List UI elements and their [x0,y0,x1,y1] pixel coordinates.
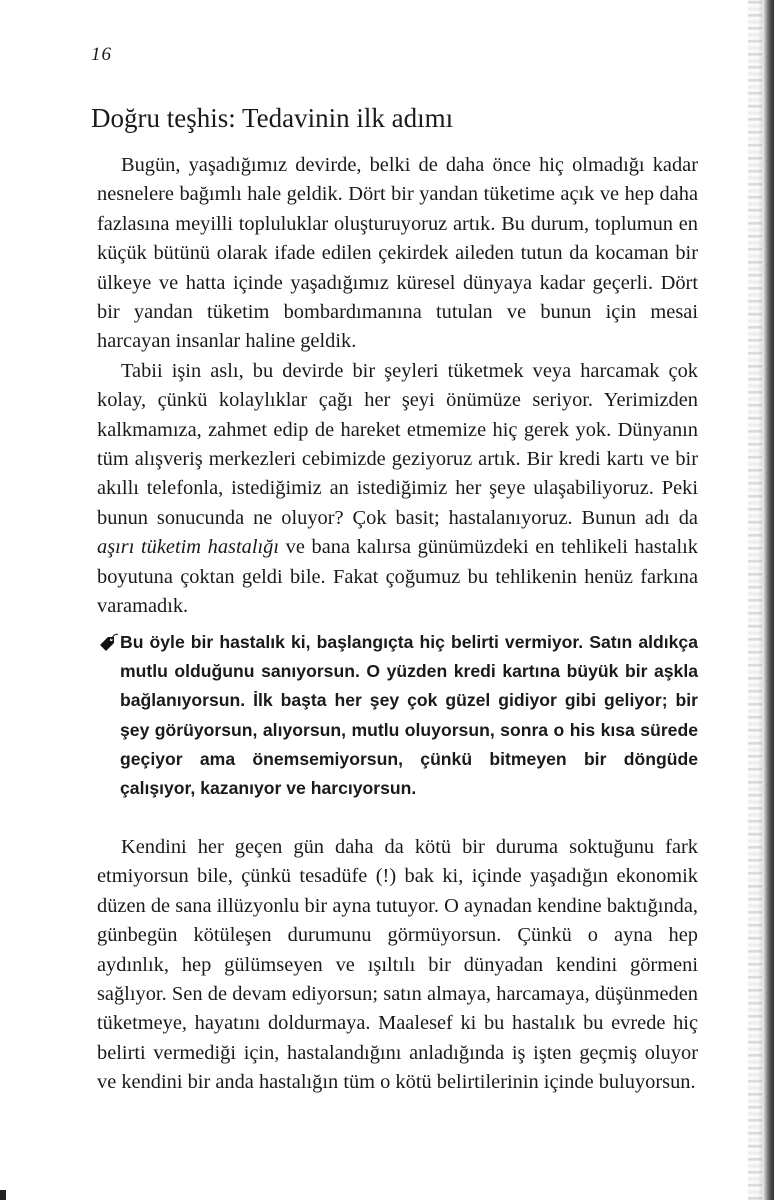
price-tag-icon [98,632,120,654]
scan-edge-noise [748,0,762,1200]
emphasized-term: aşırı tüketim hastalığı [97,536,280,559]
closing-text [97,833,698,1098]
paragraph-2-text-before: Tabii işin aslı, bu devirde bir şeyleri tüketmek veya harcamak çok kolay, çünkü kolaylıklar çağı her şeyi önümüze seriyor. Yerimizden kalkmamıza, zahmet edip de hareket etmemize hiç gerek yok. Dünyanın tüm alışveriş merkezleri cebimizde geziyoruz artık. Bir kredi kartı ve bir akıllı telefonla, istediğimiz an istediğimiz her şeye ulaşabiliyoruz. Peki bunun sonucunda ne oluyor? Çok basit; hastalanıyoruz. Bunun adı da [97,359,698,529]
paragraph-3: Kendini her geçen gün daha da kötü bir duruma soktuğunu fark etmiyorsun bile, çünkü tesadüfe (!) bak ki, içinde yaşadığın ekonomik düzen de sana illüzyonlu bir ayna tutuyor. O aynadan kendine baktığında, günbegün kötüleşen durumunu görmüyorsun. Çünkü o ayna hep aydınlık, hep gülümseyen ve ışıltılı bir dünyadan kendini görmeni sağlıyor. Sen de devam ediyorsun; satın almaya, harcamaya, düşünmeden tüketmeye, hayatını doldurmaya. Maalesef ki bu hastalık bu evrede hiç belirti vermediği için, hastalandığını anladığında iş işten geçmiş oluyor ve kendini bir anda hastalığın tüm o kötü belirtilerinin içinde buluyorsun. [97,836,698,1094]
intro-text [97,151,698,622]
callout-box [98,628,698,803]
section-title: Doğru teşhis: Tedavinin ilk adımı [91,103,454,133]
callout-text: Bu öyle bir hastalık ki, başlangıçta hiç belirti vermiyor. Satın aldıkça mutlu olduğunu sanıyorsun. O yüzden kredi kartına büyük bir aşkla bağlanıyorsun. İlk başta her şey çok güzel gidiyor gibi geliyor; bir şey görüyorsun, alıyorsun, mutlu oluyorsun, sonra o his kısa sürede geçiyor ama önemsemiyorsun, çünkü bitmeyen bir döngüde çalışıyor, kazanıyor ve harcıyorsun. [120,632,698,799]
page-number: 16 [91,44,112,65]
scan-corner-mark [0,1190,6,1200]
paragraph-2 [97,357,698,622]
paragraph-2-text-after: ve bana kalırsa günümüzdeki en tehlikeli hastalık boyutuna çoktan geldi bile. Fakat çoğumuz bu tehlikenin henüz farkına varamadık. [97,536,698,618]
paragraph-1: Bugün, yaşadığımız devirde, belki de daha önce hiç olmadığı kadar nesnelere bağımlı hale geldik. Dört bir yandan tüketime açık ve hep daha fazlasına meyilli topluluklar oluşturuyoruz artık. Bu durum, toplumun en küçük bütünü olarak ifade edilen çekirdek aileden tutun da kocaman bir ülkeye ve hatta içinde yaşadığımız küresel dünyaya kadar geçerli. Dört bir yandan tüketim bombardımanına tutulan ve bunun için mesai harcayan insanlar haline geldik. [97,154,698,353]
